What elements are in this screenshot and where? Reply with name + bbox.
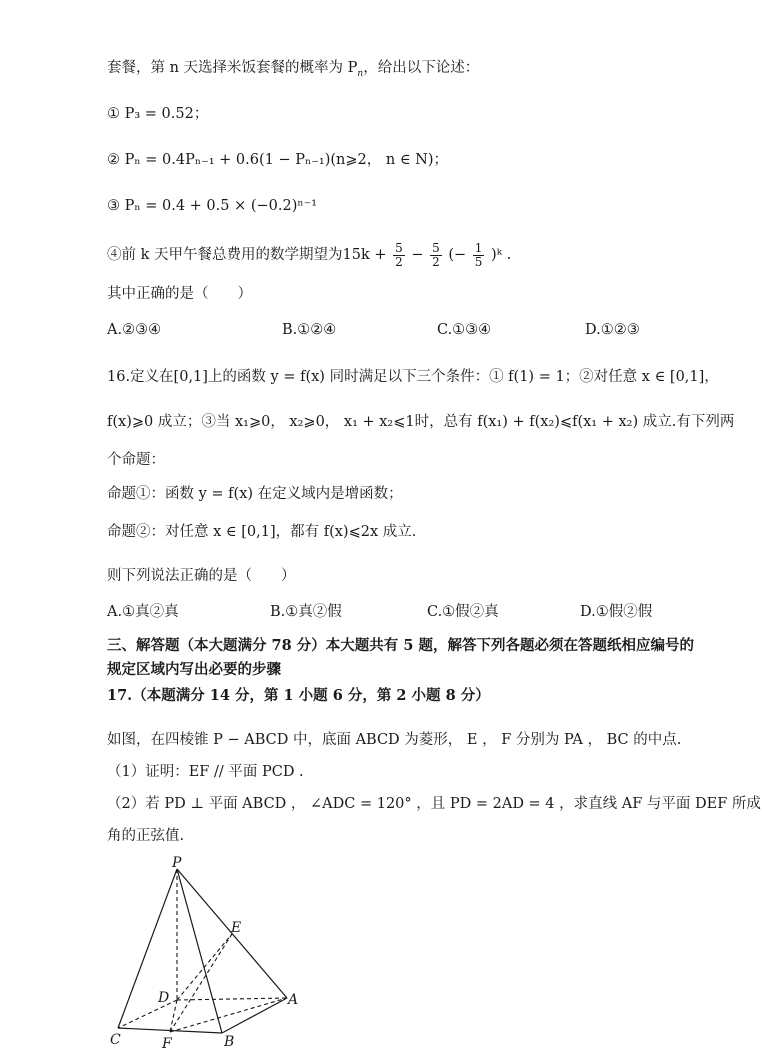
label-b: B [224,1034,235,1050]
q17-part-2-line-2: 角的正弦值. [107,828,185,844]
segment-fe [170,934,232,1032]
q15-question: 其中正确的是（ ） [107,286,252,302]
q16-option-a: A.①真②真 [107,604,179,620]
fraction-5-2-b: $\frac{5}{2}$ [432,240,440,269]
q15-statement-1: ① P₃ = 0.52； [107,106,209,122]
label-p: P [172,855,182,871]
q15-option-c: C.①③④ [437,322,492,338]
segment-fa [170,998,287,1032]
q16-option-d: D.①假②假 [580,604,653,620]
q16-option-c: C.①假②真 [427,604,499,620]
q17-part-1: （1）证明：EF // 平面 PCD . [107,764,304,780]
q16-question: 则下列说法正确的是（ ） [107,568,296,584]
label-a: A [288,992,299,1008]
label-f: F [162,1036,172,1050]
q15-intro: 套餐，第 n 天选择米饭套餐的概率为 $P_n$，给出以下论述： [107,60,480,79]
label-c: C [110,1032,121,1048]
q15-statement-3: ③ Pₙ = 0.4 + 0.5 × (−0.2)ⁿ⁻¹ [107,198,318,214]
segment-de [177,934,232,1000]
q16-line-2: f(x)⩾0 成立；③当 x₁⩾0， x₂⩾0， x₁ + x₂⩽1时，总有 f(x₁) + f(x₂)⩽f(x₁ + x₂) 成立.有下列两 [107,414,735,430]
edge-da [177,998,287,1000]
q15-statement-4: ④前 k 天甲午餐总费用的数学期望为15k + $\frac{5}{2}$ − $\frac{5}{2}$ (− $\frac{1}{5}$ )ᵏ . [107,240,512,269]
edge-ba [222,998,287,1033]
q16-proposition-2: 命题②：对任意 x ∈ [0,1]，都有 f(x)⩽2x 成立. [107,524,417,540]
q15-statement-2: ② Pₙ = 0.4Pₙ₋₁ + 0.6(1 − Pₙ₋₁)(n⩾2， n ∈ N)； [107,152,449,168]
q17-part-2-line-1: （2）若 PD ⊥ 平面 ABCD ， ∠ADC = 120° ，且 PD = 2AD = 4 ，求直线 AF 与平面 DEF 所成 [107,796,761,812]
q15-option-d: D.①②③ [585,322,640,338]
q15-option-b: B.①②④ [282,322,337,338]
pyramid-figure [100,852,320,1050]
segment-df [170,1000,177,1032]
fraction-5-2-a: $\frac{5}{2}$ [395,240,403,269]
fraction-1-5: $\frac{1}{5}$ [474,240,483,269]
q16-option-b: B.①真②假 [270,604,342,620]
q16-line-3: 个命题： [107,452,165,468]
q16-proposition-1: 命题①：函数 y = f(x) 在定义域内是增函数； [107,486,403,502]
edge-pb [177,869,222,1033]
label-d: D [158,990,170,1006]
q17-header: 17.（本题满分 14 分，第 1 小题 6 分，第 2 小题 8 分） [107,687,490,704]
section-3-line-1: 三、解答题（本大题满分 78 分）本大题共有 5 题，解答下列各题必须在答题纸相应编号的 [107,637,694,654]
section-3-line-2: 规定区域内写出必要的步骤 [107,661,281,678]
q17-line-1: 如图，在四棱锥 P − ABCD 中，底面 ABCD 为菱形， E ， F 分别为 PA ， BC 的中点. [107,732,682,748]
q16-line-1: 16.定义在[0,1]上的函数 y = f(x) 同时满足以下三个条件：① f(1) = 1；②对任意 x ∈ [0,1]， [107,369,719,385]
q15-option-a: A.②③④ [107,322,162,338]
label-e: E [231,920,242,936]
